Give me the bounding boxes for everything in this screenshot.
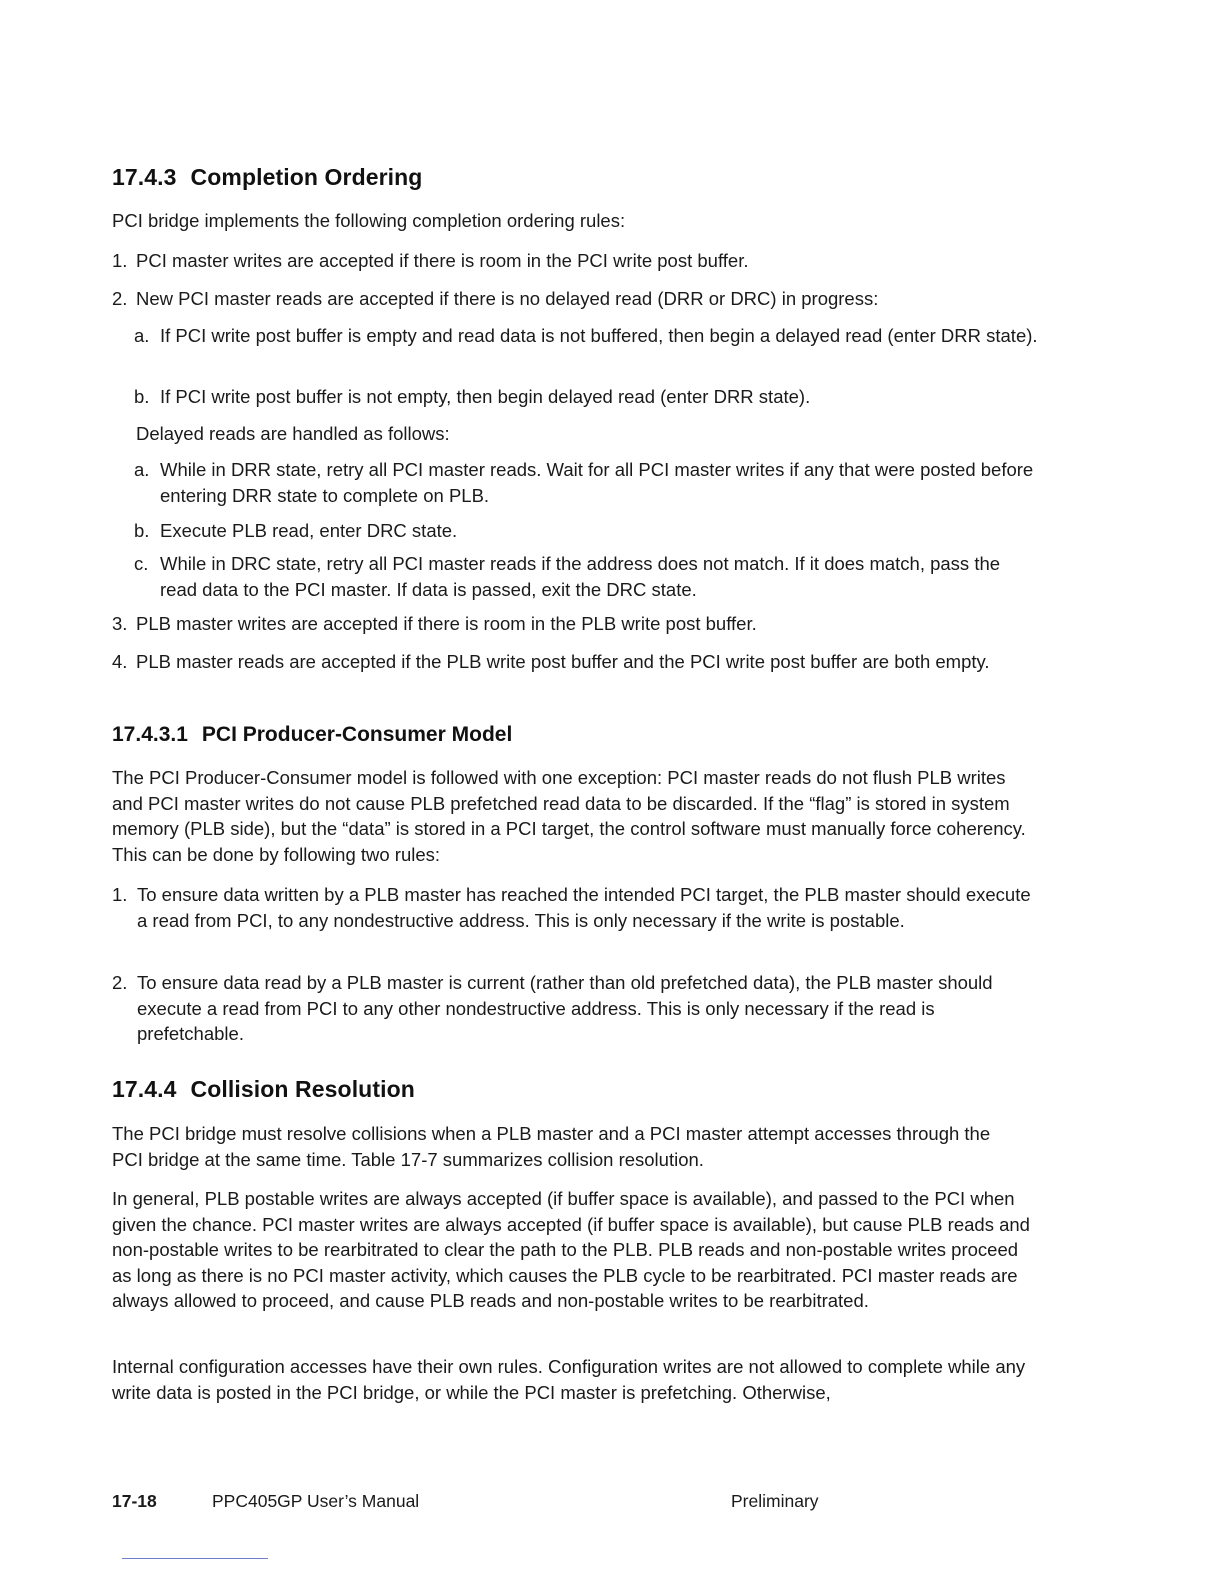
list-item-text: While in DRC state, retry all PCI master reads if the address does not match. If it does match, pass the read data to the PCI master. If data is passed, exit the DRC state. bbox=[160, 553, 1001, 600]
sub-list-item bbox=[134, 518, 1038, 544]
list-item bbox=[112, 882, 1032, 933]
collision-paragraph-1: The PCI bridge must resolve collisions when a PLB master and a PCI master attempt accesses through the PCI bridge at the same time. Table 17-7 summarizes collision resolution. bbox=[112, 1123, 991, 1170]
section-heading-17-4-3-1 bbox=[112, 723, 512, 747]
collision-paragraph-2: In general, PLB postable writes are always accepted (if buffer space is available), and passed to the PCI when given the chance. PCI master writes are always accepted (if buffer space is available), but cause PLB reads and non-postable writes to be rearbitrated to clear the path to the PLB. PLB reads and non-postable writes proceed as long as there is no PCI master activity, which causes the PLB cycle to be rearbitrated. PCI master reads are always allowed to proceed, and cause PLB reads and non-postable writes to be rearbitrated. bbox=[112, 1188, 1030, 1311]
list-marker: 1. bbox=[112, 250, 128, 271]
list-item bbox=[112, 649, 1031, 675]
sub-list-item bbox=[134, 551, 1038, 602]
list-marker: 4. bbox=[112, 651, 128, 672]
list-marker: b. bbox=[134, 386, 150, 407]
section-heading-17-4-4 bbox=[112, 1076, 415, 1103]
footer-manual-title: PPC405GP User’s Manual bbox=[212, 1491, 420, 1511]
section-title: Collision Resolution bbox=[190, 1076, 415, 1102]
list-item bbox=[112, 970, 1032, 1047]
list-marker: 2. bbox=[112, 972, 128, 993]
intro-paragraph: PCI bridge implements the following completion ordering rules: bbox=[112, 210, 626, 231]
list-marker: a. bbox=[134, 459, 150, 480]
list-item-text: To ensure data read by a PLB master is current (rather than old prefetched data), the PLB master should execute a read from PCI to any other nondestructive address. This is only necessary if the read is prefetchable. bbox=[137, 972, 993, 1044]
list-marker: 2. bbox=[112, 288, 128, 309]
list-item-text: PLB master writes are accepted if there is room in the PLB write post buffer. bbox=[136, 613, 757, 634]
list-marker: c. bbox=[134, 553, 149, 574]
list-item-text: PLB master reads are accepted if the PLB write post buffer and the PCI write post buffer are both empty. bbox=[136, 651, 990, 672]
footer-status: Preliminary bbox=[731, 1491, 819, 1511]
collision-paragraph-3: Internal configuration accesses have their own rules. Configuration writes are not allowed to complete while any write data is posted in the PCI bridge, or while the PCI master is prefetching. Otherwise, bbox=[112, 1356, 1026, 1403]
sub-list-item bbox=[134, 323, 1038, 349]
list-item-text: If PCI write post buffer is not empty, then begin delayed read (enter DRR state). bbox=[160, 386, 811, 407]
list-item-text: Execute PLB read, enter DRC state. bbox=[160, 520, 458, 541]
list-item bbox=[112, 611, 1036, 637]
list-item-text: To ensure data written by a PLB master has reached the intended PCI target, the PLB master should execute a read from PCI, to any nondestructive address. This is only necessary if the write is postable. bbox=[137, 884, 1031, 931]
list-item bbox=[112, 286, 1036, 312]
sub-list-item bbox=[134, 457, 1038, 508]
section-title: Completion Ordering bbox=[190, 164, 423, 190]
section-title: PCI Producer-Consumer Model bbox=[201, 723, 513, 746]
bottom-rule bbox=[122, 1558, 268, 1559]
list-item-text: New PCI master reads are accepted if there is no delayed read (DRR or DRC) in progress: bbox=[136, 288, 879, 309]
list-marker: 3. bbox=[112, 613, 128, 634]
producer-consumer-paragraph: The PCI Producer-Consumer model is followed with one exception: PCI master reads do not flush PLB writes and PCI master writes do not cause PLB prefetched read data to be discarded. If the “flag” is stored in system memory (PLB side), but the “data” is stored in a PCI target, the control software must manually force coherency. This can be done by following two rules: bbox=[112, 767, 1026, 865]
list-item-text: If PCI write post buffer is empty and read data is not buffered, then begin a delayed read (enter DRR state). bbox=[160, 325, 1038, 346]
section-heading-17-4-3 bbox=[112, 164, 422, 191]
list-marker: 1. bbox=[112, 884, 128, 905]
list-item-text: PCI master writes are accepted if there is room in the PCI write post buffer. bbox=[136, 250, 749, 271]
section-number: 17.4.3 bbox=[112, 164, 177, 190]
list-marker: a. bbox=[134, 325, 150, 346]
sub-list-item bbox=[134, 384, 1038, 410]
list-item-text: While in DRR state, retry all PCI master reads. Wait for all PCI master writes if any that were posted before entering DRR state to complete on PLB. bbox=[160, 459, 1034, 506]
list-item bbox=[112, 248, 1036, 274]
list-marker: b. bbox=[134, 520, 150, 541]
section-number: 17.4.3.1 bbox=[112, 723, 188, 746]
footer-page-number: 17-18 bbox=[112, 1491, 157, 1511]
section-number: 17.4.4 bbox=[112, 1076, 177, 1102]
delayed-reads-intro: Delayed reads are handled as follows: bbox=[136, 423, 450, 444]
